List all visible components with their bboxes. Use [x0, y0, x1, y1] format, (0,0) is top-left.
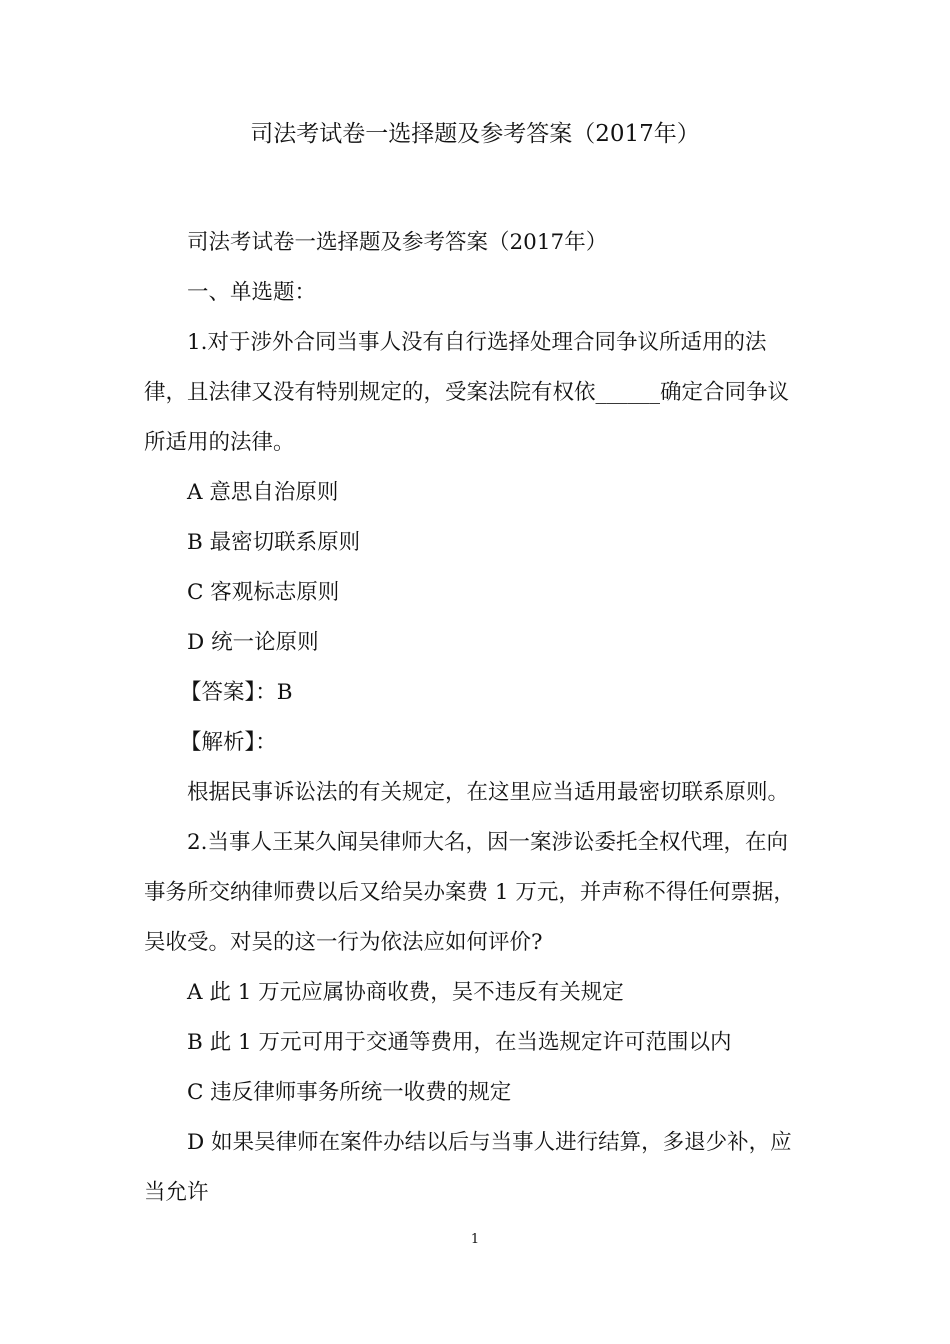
question-1-line-2: 律，且法律又没有特别规定的，受案法院有权依______确定合同争议 [144, 380, 790, 405]
document-body [144, 218, 814, 1218]
document-title: 司法考试卷一选择题及参考答案（2017年） [250, 121, 700, 147]
repeat-title: 司法考试卷一选择题及参考答案（2017年） [187, 230, 608, 255]
page-number: 1 [470, 1232, 480, 1247]
question-2-option-b: B 此 1 万元可用于交通等费用，在当选规定许可范围以内 [187, 1030, 732, 1055]
question-2-line-2: 事务所交纳律师费以后又给吴办案费 1 万元，并声称不得任何票据， [144, 880, 795, 905]
question-2-option-d: D 如果吴律师在案件办结以后与当事人进行结算，多退少补，应 [187, 1130, 792, 1155]
question-2-line-3: 吴收受。对吴的这一行为依法应如何评价? [144, 930, 543, 955]
section-heading: 一、单选题： [187, 280, 317, 305]
question-1-option-a: A 意思自治原则 [187, 480, 339, 505]
question-2-line-1: 2.当事人王某久闻吴律师大名，因一案涉讼委托全权代理，在向 [187, 830, 789, 855]
question-2-option-d-continued: 当允许 [144, 1180, 209, 1205]
question-1-analysis-label: 【解析】： [180, 730, 277, 755]
question-1-answer: 【答案】：B [180, 680, 293, 705]
question-1-option-d: D 统一论原则 [187, 630, 319, 655]
question-1-analysis: 根据民事诉讼法的有关规定，在这里应当适用最密切联系原则。 [187, 780, 790, 805]
question-1-line-3: 所适用的法律。 [144, 430, 295, 455]
question-1-option-b: B 最密切联系原则 [187, 530, 361, 555]
question-2-option-c: C 违反律师事务所统一收费的规定 [187, 1080, 512, 1105]
question-1-option-c: C 客观标志原则 [187, 580, 340, 605]
question-1-line-1: 1.对于涉外合同当事人没有自行选择处理合同争议所适用的法 [187, 330, 767, 355]
question-2-option-a: A 此 1 万元应属协商收费，吴不违反有关规定 [187, 980, 624, 1005]
